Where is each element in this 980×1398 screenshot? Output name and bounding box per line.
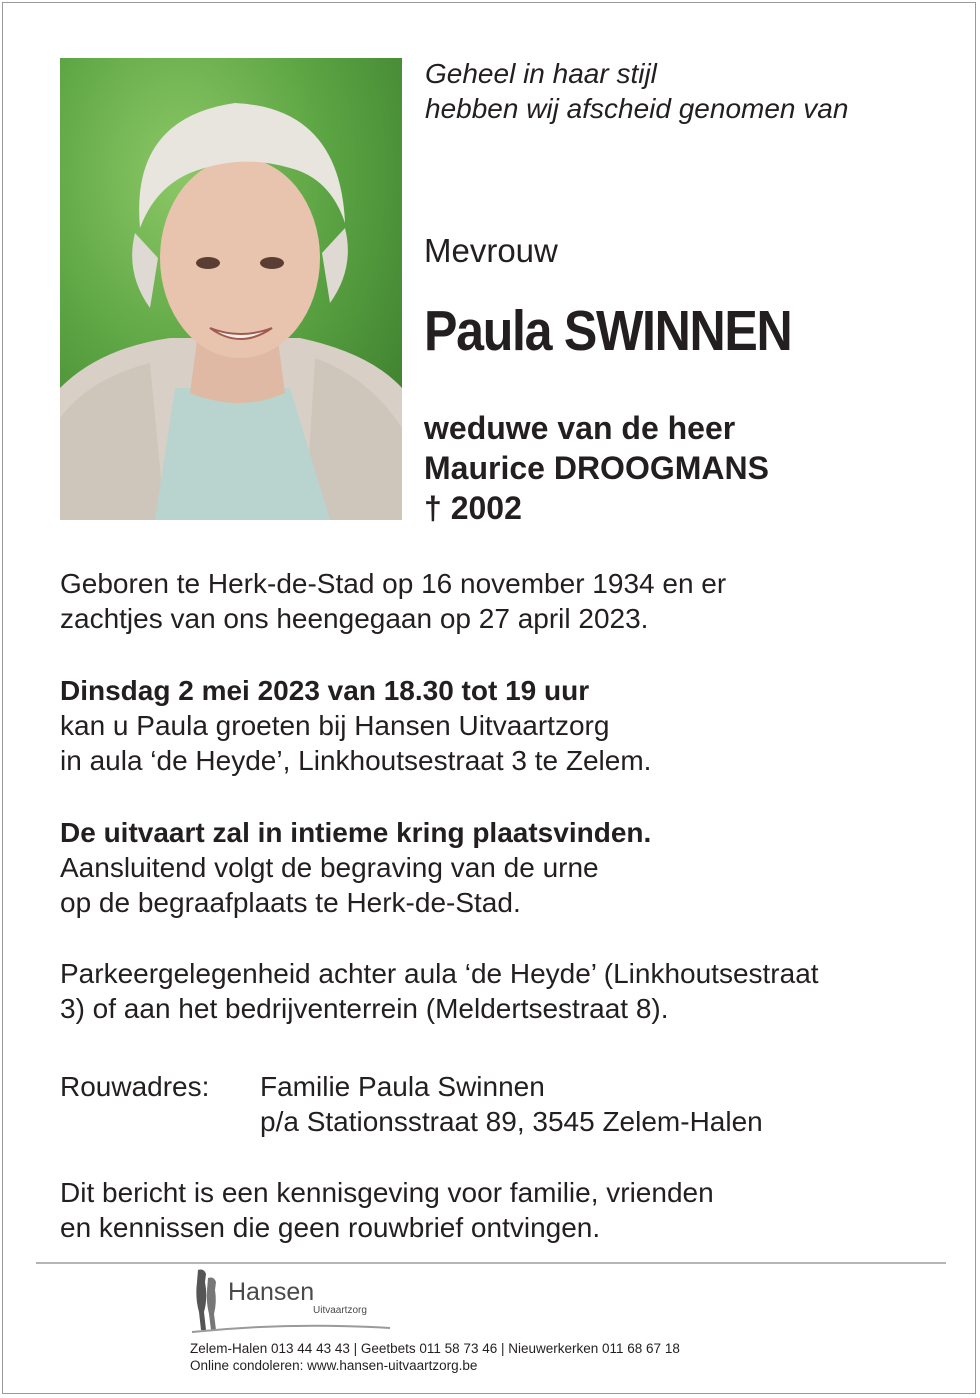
spouse-info	[424, 408, 769, 528]
paragraph-line: op de begraafplaats te Herk-de-Stad.	[60, 887, 521, 918]
address-label: Rouwadres:	[60, 1071, 210, 1102]
paragraph-line: Geboren te Herk-de-Stad op 16 november 1934 en er	[60, 568, 727, 599]
deceased-name: Paula SWINNEN	[424, 299, 792, 363]
visitation-heading: Dinsdag 2 mei 2023 van 18.30 tot 19 uur	[60, 675, 590, 706]
address-line: p/a Stationsstraat 89, 3545 Zelem-Halen	[260, 1106, 763, 1137]
title-prefix: Mevrouw	[424, 232, 558, 269]
intro-line: hebben wij afscheid genomen van	[425, 93, 849, 124]
spouse-death-year: † 2002	[424, 490, 522, 526]
footer-divider	[36, 1262, 946, 1264]
paragraph-line: Dit bericht is een kennisgeving voor familie, vrienden	[60, 1177, 714, 1208]
logo-subtitle: Uitvaartzorg	[313, 1305, 367, 1316]
logo-name: Hansen	[228, 1278, 315, 1306]
address-line: Familie Paula Swinnen	[260, 1071, 545, 1102]
spouse-name: Maurice DROOGMANS	[424, 450, 769, 486]
paragraph-line: en kennissen die geen rouwbrief ontvingen.	[60, 1212, 601, 1243]
visitation-paragraph	[60, 673, 651, 778]
parking-paragraph	[60, 956, 819, 1026]
phone-numbers: Zelem-Halen 013 44 43 43 | Geetbets 011 58 73 46 | Nieuwerkerken 011 68 67 18	[190, 1341, 680, 1356]
paragraph-line: Aansluitend volgt de begraving van de urne	[60, 852, 599, 883]
paragraph-line: in aula ‘de Heyde’, Linkhoutsestraat 3 te Zelem.	[60, 745, 652, 776]
footer-contact	[190, 1340, 680, 1374]
paragraph-line: Parkeergelegenheid achter aula ‘de Heyde’ (Linkhoutsestraat	[60, 958, 819, 989]
intro-line: Geheel in haar stijl	[425, 58, 657, 89]
paragraph-line: 3) of aan het bedrijventerrein (Meldertsestraat 8).	[60, 993, 669, 1024]
mourning-address	[60, 1069, 763, 1139]
funeral-heading: De uitvaart zal in intieme kring plaatsvinden.	[60, 817, 652, 848]
funeral-paragraph	[60, 815, 651, 920]
portrait-photo	[60, 58, 402, 520]
online-condolence: Online condoleren: www.hansen-uitvaartzorg.be	[190, 1358, 478, 1373]
paragraph-line: zachtjes van ons heengegaan op 27 april 2023.	[60, 603, 649, 634]
intro-text	[425, 56, 848, 126]
birth-death-paragraph	[60, 566, 726, 636]
spouse-line: weduwe van de heer	[424, 410, 736, 446]
paragraph-line: kan u Paula groeten bij Hansen Uitvaartzorg	[60, 710, 610, 741]
notice-paragraph	[60, 1175, 714, 1245]
